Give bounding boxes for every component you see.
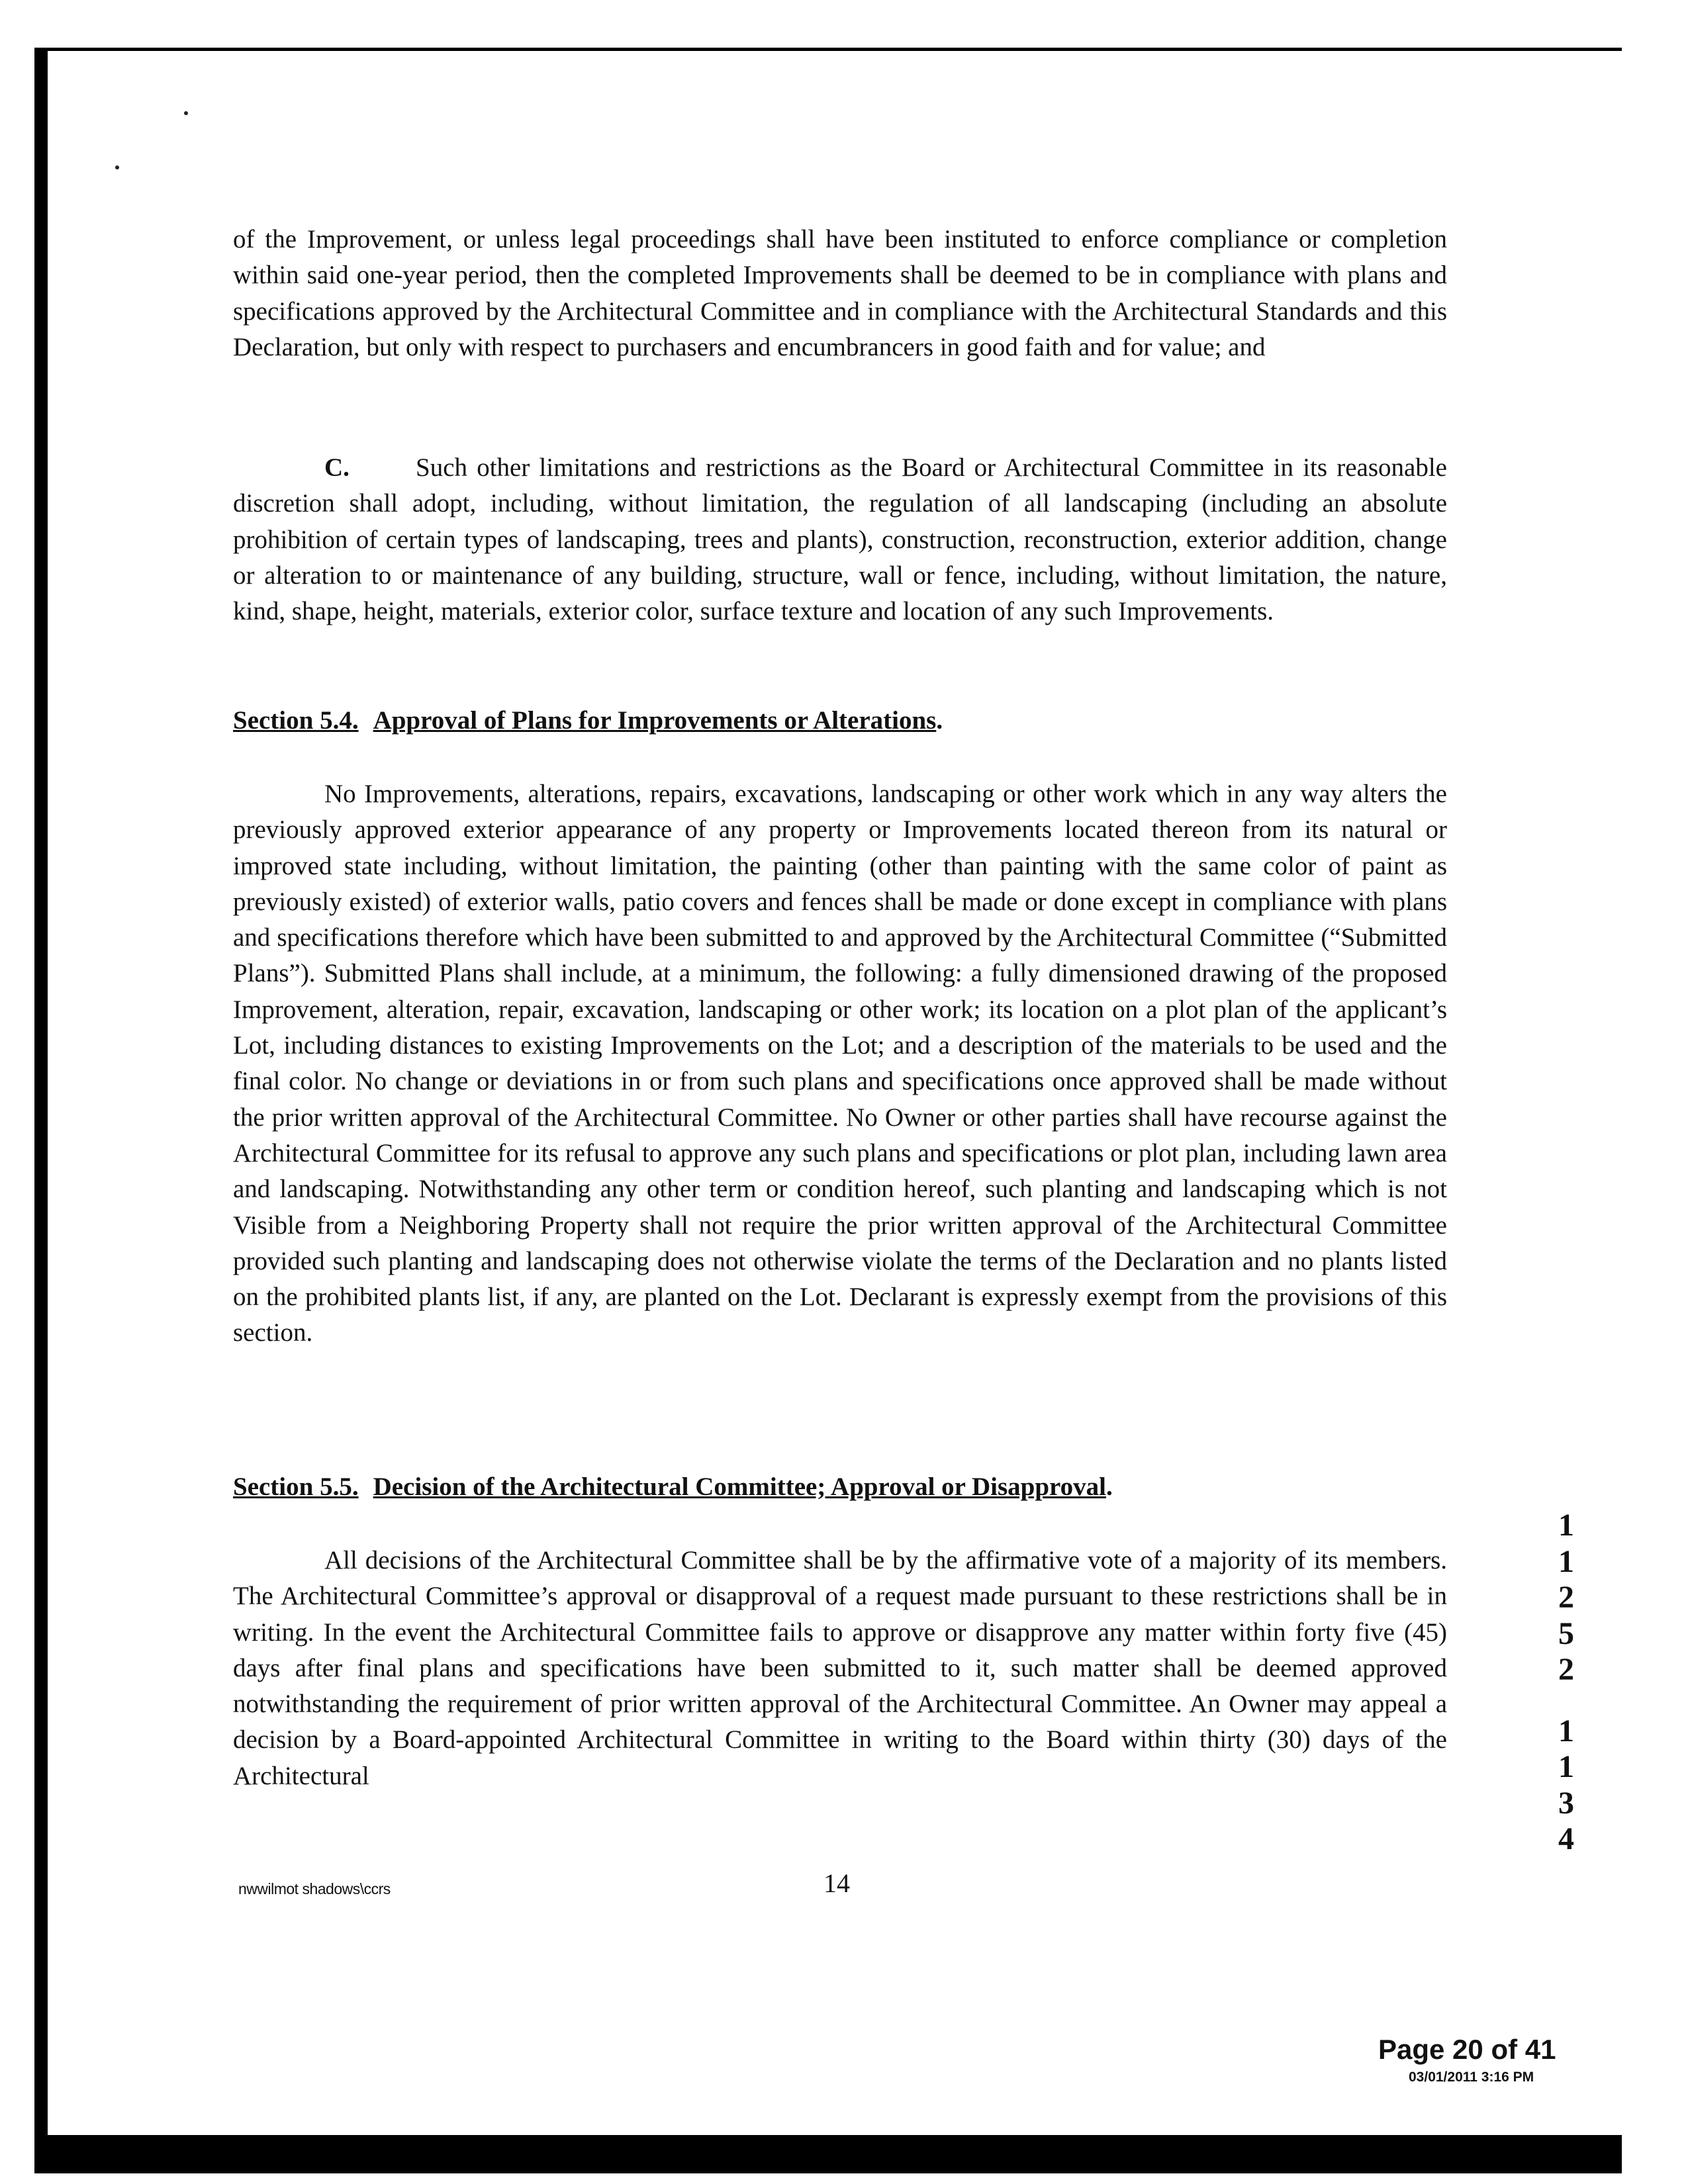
- margin-digit: 2: [1558, 1652, 1574, 1687]
- section-5-4-body-text: No Improvements, alterations, repairs, excavations, landscaping or other work which in any way alters the previously approved exterior appearance of any property or Improvements located thereon from its natural or improved state including, without limitation, the painting (other than painting with the same color of paint as previously existed) of exterior walls, patio covers and fences shall be made or done except in compliance with plans and specifications therefore which have been submitted to and approved by the Architectural Committee (“Submitted Plans”). Submitted Plans shall include, at a minimum, the following: a fully dimensioned drawing of the proposed Improvement, alteration, repair, excavation, landscaping or other work; its location on a plot plan of the applicant’s Lot, including distances to existing Improvements on the Lot; and a description of the materials to be used and the final color. No change or deviations in or from such plans and specifications once approved shall be made without the prior written approval of the Architectural Committee. No Owner or other parties shall have recourse against the Architectural Committee for its refusal to approve any such plans and specifications or plot plan, including lawn area and landscaping. Notwithstanding any other term or condition hereof, such planting and landscaping which is not Visible from a Neighboring Property shall not require the prior written approval of the Architectural Committee provided such planting and landscaping does not otherwise violate the terms of the Declaration and no plants listed on the prohibited plants list, if any, are planted on the Lot. Declarant is expressly exempt from the provisions of this section.: [233, 780, 1447, 1347]
- margin-digit: 3: [1558, 1785, 1574, 1821]
- recording-page-stamp: Page 20 of 41: [1378, 2034, 1556, 2065]
- footer-file-path: nwwilmot shadows\ccrs: [238, 1880, 391, 1897]
- item-c-label: C.: [324, 453, 350, 482]
- margin-digit: 1: [1558, 1713, 1574, 1749]
- section-5-4-number: Section 5.4.: [233, 706, 359, 735]
- margin-digit: 2: [1558, 1580, 1574, 1615]
- margin-digit: 1: [1558, 1508, 1574, 1543]
- section-5-4-heading: Section 5.4. Approval of Plans for Improvements or Alterations.: [233, 706, 943, 735]
- footer-page-number: 14: [823, 1868, 850, 1898]
- scan-speck: [115, 165, 119, 169]
- scan-speck: [184, 111, 188, 115]
- margin-spacer: [1553, 1688, 1579, 1713]
- scan-border-top: [34, 48, 1622, 51]
- scan-border-bottom: [34, 2135, 1622, 2173]
- margin-recording-number: [1553, 1508, 1579, 1858]
- item-c-text: Such other limitations and restrictions as the Board or Architectural Committee in its reasonable discretion shall adopt, including, without limitation, the regulation of all landscaping (including an absolute prohibition of certain types of landscaping, trees and plants), construction, reconstruction, exterior addition, change or alteration to or maintenance of any building, structure, wall or fence, including, without limitation, the nature, kind, shape, height, materials, exterior color, surface texture and location of any such Improvements.: [233, 453, 1447, 626]
- scan-border-left: [34, 48, 48, 2173]
- recording-date-stamp: 03/01/2011 3:16 PM: [1409, 2070, 1534, 2085]
- margin-digit: 5: [1558, 1615, 1574, 1651]
- section-5-5-heading: Section 5.5. Decision of the Architectural Committee; Approval or Disapproval.: [233, 1473, 1113, 1501]
- section-5-5-title: Decision of the Architectural Committee; Approval or Disapproval: [373, 1473, 1107, 1501]
- section-5-5-body: [233, 1543, 1447, 1794]
- section-5-4-title: Approval of Plans for Improvements or Alterations: [373, 706, 937, 735]
- section-5-5-body-text: All decisions of the Architectural Committee shall be by the affirmative vote of a majority of its members. The Architectural Committee’s approval or disapproval of a request made pursuant to these restrictions shall be in writing. In the event the Architectural Committee fails to approve or disapprove any matter within forty five (45) days after final plans and specifications have been submitted to it, such matter shall be deemed approved notwithstanding the requirement of prior written approval of the Architectural Committee. An Owner may appeal a decision by a Board-appointed Architectural Committee in writing to the Board within thirty (30) days of the Architectural: [233, 1546, 1447, 1790]
- section-5-5-number: Section 5.5.: [233, 1473, 359, 1501]
- paragraph-continuation-text: of the Improvement, or unless legal proceedings shall have been instituted to enforce compliance or completion within said one-year period, then the completed Improvements shall be deemed to be in compliance with plans and specifications approved by the Architectural Committee and in compliance with the Architectural Standards and this Declaration, but only with respect to purchasers and encumbrancers in good faith and for value; and: [233, 225, 1447, 361]
- paragraph-continuation: [233, 222, 1447, 365]
- item-c: [233, 450, 1447, 629]
- section-5-4-body: [233, 776, 1447, 1351]
- margin-digit: 1: [1558, 1543, 1574, 1579]
- margin-digit: 1: [1558, 1749, 1574, 1784]
- margin-digit: 4: [1558, 1821, 1574, 1856]
